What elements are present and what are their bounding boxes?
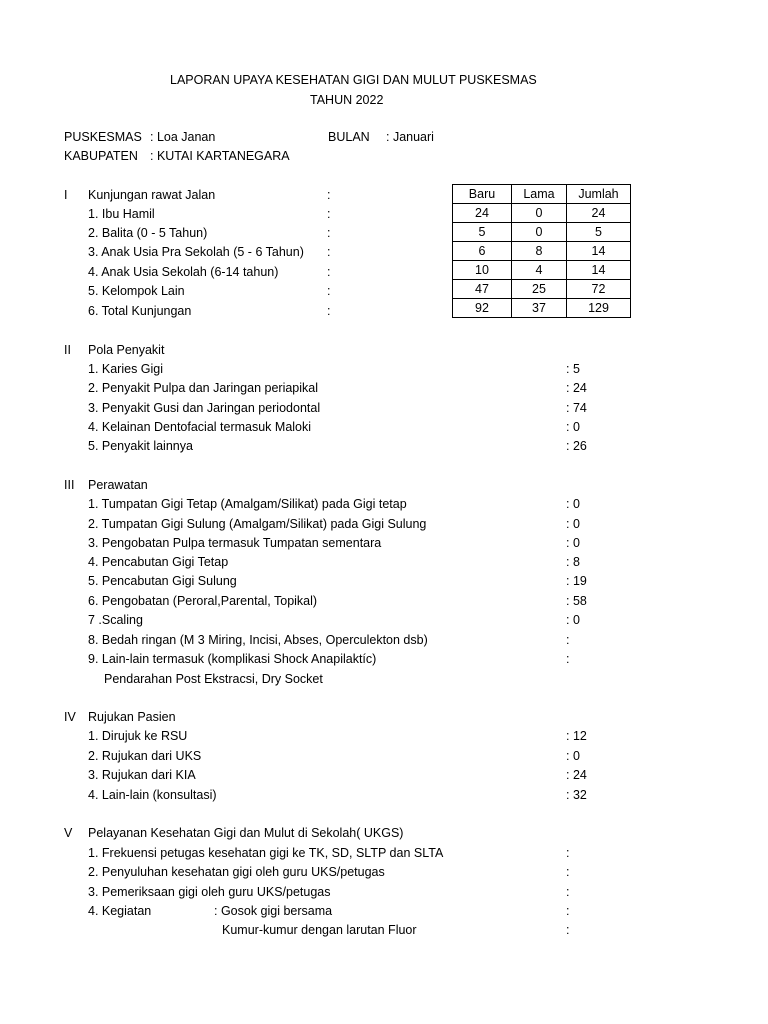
list-item: 2. Penyakit Pulpa dan Jaringan periapikal: [88, 381, 319, 395]
table-cell: 72: [567, 280, 631, 299]
list-item: 4. Pencabutan Gigi Tetap: [88, 555, 229, 569]
section-colon: :: [327, 207, 331, 221]
section-number: III: [64, 478, 75, 492]
list-value: :: [566, 633, 570, 647]
section-colon: :: [327, 245, 331, 259]
table-cell: 0: [512, 204, 567, 223]
list-value: :: [566, 846, 570, 860]
table-cell: 24: [453, 204, 512, 223]
bulan-label: BULAN: [328, 130, 370, 144]
list-value: :: [566, 904, 570, 918]
bulan-value: : Januari: [386, 130, 434, 144]
table-cell: 5: [453, 223, 512, 242]
section-number: V: [64, 826, 73, 840]
table-row: [453, 204, 631, 223]
report-title: LAPORAN UPAYA KESEHATAN GIGI DAN MULUT PUSKESMAS: [170, 73, 537, 87]
list-value: : 74: [566, 401, 587, 415]
list-item: 3. Pengobatan Pulpa termasuk Tumpatan sementara: [88, 536, 382, 550]
list-item: 5. Pencabutan Gigi Sulung: [88, 574, 237, 588]
table-cell: 14: [567, 242, 631, 261]
list-item: 1. Ibu Hamil: [88, 207, 155, 221]
list-value: : 12: [566, 729, 587, 743]
list-item: 5. Kelompok Lain: [88, 284, 185, 298]
section-number: II: [64, 343, 71, 357]
table-cell: 6: [453, 242, 512, 261]
table-cell: 25: [512, 280, 567, 299]
table-header: Lama: [512, 185, 567, 204]
section-colon: :: [327, 304, 331, 318]
list-item: 1. Frekuensi petugas kesehatan gigi ke TK, SD, SLTP dan SLTA: [88, 846, 444, 860]
list-value: :: [566, 923, 570, 937]
list-item: 2. Balita (0 - 5 Tahun): [88, 226, 208, 240]
section-colon: :: [327, 284, 331, 298]
report-year: TAHUN 2022: [310, 93, 384, 107]
kabupaten-value: : KUTAI KARTANEGARA: [150, 149, 290, 163]
table-cell: 5: [567, 223, 631, 242]
list-item: 2. Penyuluhan kesehatan gigi oleh guru UKS/petugas: [88, 865, 385, 879]
table-cell: 37: [512, 299, 567, 318]
section-title: Pelayanan Kesehatan Gigi dan Mulut di Sekolah( UKGS): [88, 826, 404, 840]
list-item: 6. Total Kunjungan: [88, 304, 192, 318]
list-item: 1. Karies Gigi: [88, 362, 164, 376]
list-value: : 0: [566, 420, 580, 434]
section-title: Pola Penyakit: [88, 343, 165, 357]
list-item: 6. Pengobatan (Peroral,Parental, Topikal): [88, 594, 318, 608]
table-row: [453, 299, 631, 318]
table-row: [453, 261, 631, 280]
list-value: : 5: [566, 362, 580, 376]
list-item: 8. Bedah ringan (M 3 Miring, Incisi, Abses, Operculekton dsb): [88, 633, 428, 647]
list-item: 3. Pemeriksaan gigi oleh guru UKS/petugas: [88, 885, 331, 899]
visits-table: [452, 184, 631, 318]
section-title: Rujukan Pasien: [88, 710, 176, 724]
puskesmas-label: PUSKESMAS: [64, 130, 142, 144]
list-value: : 0: [566, 613, 580, 627]
table-row: [453, 280, 631, 299]
section-number: IV: [64, 710, 76, 724]
section-colon: :: [327, 265, 331, 279]
list-value: : 32: [566, 788, 587, 802]
list-value: : 19: [566, 574, 587, 588]
table-header-row: [453, 185, 631, 204]
list-item: 9. Lain-lain termasuk (komplikasi Shock Anapilaktíc): [88, 652, 377, 666]
list-value: :: [566, 885, 570, 899]
list-value: : 58: [566, 594, 587, 608]
list-item: 1. Dirujuk ke RSU: [88, 729, 188, 743]
table-cell: 10: [453, 261, 512, 280]
list-item: 2. Tumpatan Gigi Sulung (Amalgam/Silikat) pada Gigi Sulung: [88, 517, 427, 531]
list-item: 5. Penyakit lainnya: [88, 439, 193, 453]
table-cell: 8: [512, 242, 567, 261]
list-item-continuation: Pendarahan Post Ekstracsi, Dry Socket: [104, 672, 323, 686]
table-cell: 129: [567, 299, 631, 318]
kegiatan-value: : Gosok gigi bersama: [214, 904, 333, 918]
table-cell: 24: [567, 204, 631, 223]
section-colon: :: [327, 188, 331, 202]
puskesmas-value: : Loa Janan: [150, 130, 216, 144]
list-value: : 8: [566, 555, 580, 569]
section-number: I: [64, 188, 68, 202]
list-item: 1. Tumpatan Gigi Tetap (Amalgam/Silikat) pada Gigi tetap: [88, 497, 407, 511]
list-value: : 0: [566, 517, 580, 531]
section-title: Kunjungan rawat Jalan: [88, 188, 216, 202]
list-item: 3. Penyakit Gusi dan Jaringan periodontal: [88, 401, 321, 415]
list-item: 4. Kelainan Dentofacial termasuk Maloki: [88, 420, 312, 434]
table-cell: 47: [453, 280, 512, 299]
list-value: : 26: [566, 439, 587, 453]
table-row: [453, 223, 631, 242]
table-cell: 4: [512, 261, 567, 280]
list-item: 3. Rujukan dari KIA: [88, 768, 196, 782]
table-cell: 14: [567, 261, 631, 280]
table-cell: 92: [453, 299, 512, 318]
list-value: : 0: [566, 536, 580, 550]
list-value: : 0: [566, 749, 580, 763]
table-cell: 0: [512, 223, 567, 242]
list-value: : 24: [566, 768, 587, 782]
list-item: 3. Anak Usia Pra Sekolah (5 - 6 Tahun): [88, 245, 304, 259]
list-item: 7 .Scaling: [88, 613, 143, 627]
section-title: Perawatan: [88, 478, 148, 492]
list-value: : 0: [566, 497, 580, 511]
list-item: 2. Rujukan dari UKS: [88, 749, 202, 763]
table-header: Baru: [453, 185, 512, 204]
kegiatan-value: Kumur-kumur dengan larutan Fluor: [222, 923, 417, 937]
list-value: : 24: [566, 381, 587, 395]
table-row: [453, 242, 631, 261]
list-item: 4. Lain-lain (konsultasi): [88, 788, 217, 802]
list-value: :: [566, 865, 570, 879]
kabupaten-label: KABUPATEN: [64, 149, 138, 163]
list-item: 4. Anak Usia Sekolah (6-14 tahun): [88, 265, 279, 279]
list-value: :: [566, 652, 570, 666]
table-header: Jumlah: [567, 185, 631, 204]
list-item: 4. Kegiatan: [88, 904, 152, 918]
section-colon: :: [327, 226, 331, 240]
